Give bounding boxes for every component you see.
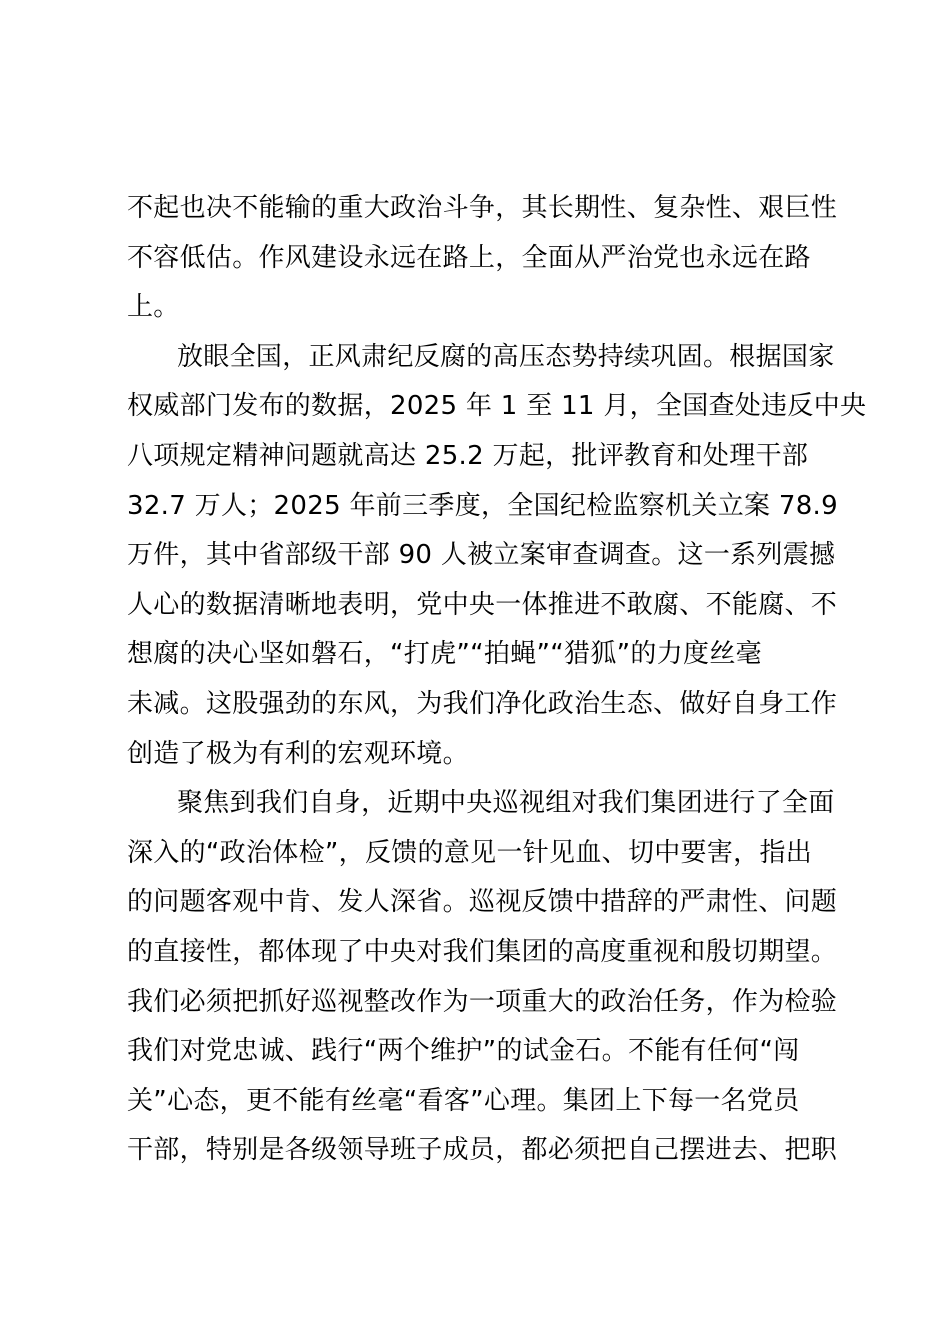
text-line: 不起也决不能输的重大政治斗争，其长期性、复杂性、艰巨性 xyxy=(127,193,838,223)
text-line: 我们对党忠诚、践行“两个维护”的试金石。不能有任何“闯 xyxy=(127,1036,800,1067)
document-body xyxy=(127,184,867,1176)
text-line: 深入的“政治体检”，反馈的意见一针见血、切中要害，指出 xyxy=(127,837,813,868)
text-line: 聚焦到我们自身，近期中央巡视组对我们集团进行了全面 xyxy=(177,788,835,819)
text-line: 权威部门发布的数据，2025 年 1 至 11 月，全国查处违反中央 xyxy=(127,391,867,422)
paragraph-3 xyxy=(127,779,837,1176)
text-line: 不容低估。作风建设永远在路上，全面从严治党也永远在路 xyxy=(127,242,811,273)
text-line: 八项规定精神问题就高达 25.2 万起，批评教育和处理干部 xyxy=(127,440,809,471)
text-line: 上。 xyxy=(127,292,180,323)
text-line: 干部，特别是各级领导班子成员，都必须把自己摆进去、把职 xyxy=(127,1135,838,1166)
text-line: 关”心态，更不能有丝毫“看客”心理。集团上下每一名党员 xyxy=(127,1085,800,1116)
text-line: 我们必须把抓好巡视整改作为一项重大的政治任务，作为检验 xyxy=(127,986,838,1017)
paragraph-1 xyxy=(127,184,837,333)
text-line: 的问题客观中肯、发人深省。巡视反馈中措辞的严肃性、问题 xyxy=(127,887,838,918)
text-line: 想腐的决心坚如磐石，“打虎”“拍蝇”“猎狐”的力度丝毫 xyxy=(127,639,762,670)
text-line: 放眼全国，正风肃纪反腐的高压态势持续巩固。根据国家 xyxy=(177,341,835,372)
text-line: 的直接性，都体现了中央对我们集团的高度重视和殷切期望。 xyxy=(127,936,838,967)
text-line: 万件，其中省部级干部 90 人被立案审查调查。这一系列震撼 xyxy=(127,540,836,571)
text-line: 创造了极为有利的宏观环境。 xyxy=(127,738,469,769)
text-line: 未减。这股强劲的东风，为我们净化政治生态、做好自身工作 xyxy=(127,688,838,719)
paragraph-2 xyxy=(127,333,867,779)
text-line: 32.7 万人；2025 年前三季度，全国纪检监察机关立案 78.9 xyxy=(127,490,838,521)
text-line: 人心的数据清晰地表明，党中央一体推进不敢腐、不能腐、不 xyxy=(127,589,838,620)
